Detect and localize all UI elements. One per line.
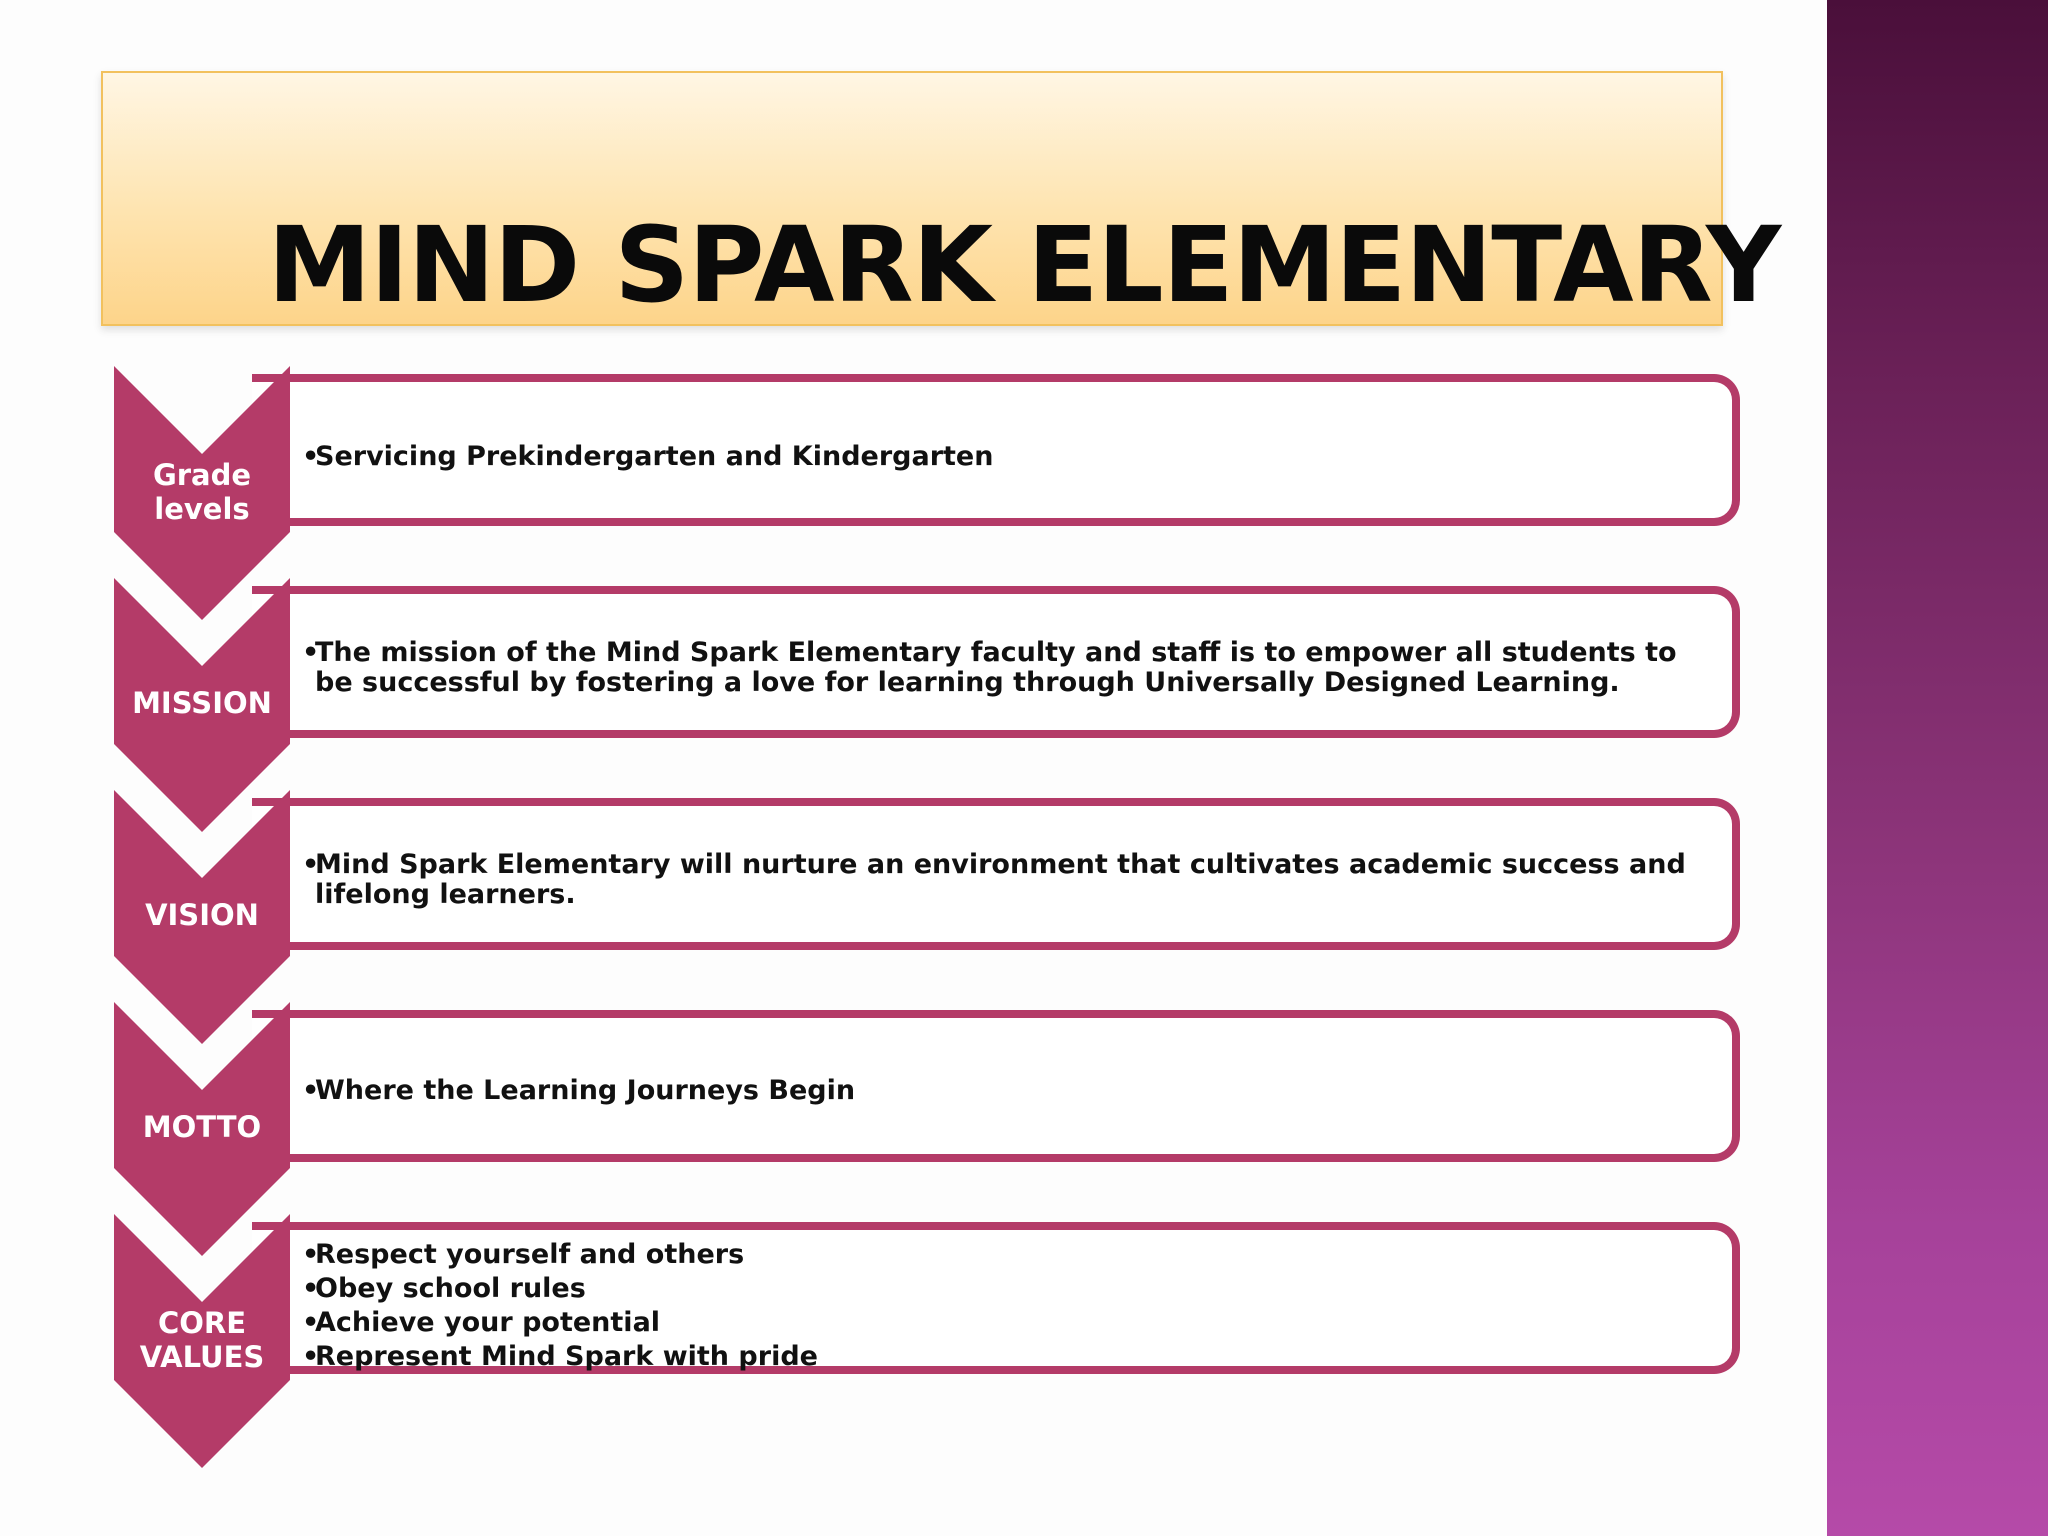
section-core-values-bullets	[302, 1238, 1718, 1374]
bullet-item: • Achieve your potential	[302, 1306, 1718, 1340]
chevron-label-core-values: CORE VALUES	[139, 1306, 265, 1374]
chevron-label-motto: MOTTO	[142, 1110, 262, 1144]
bullet-item: • Servicing Prekindergarten and Kindergarten	[302, 442, 1718, 472]
bullet-item: • Respect yourself and others	[302, 1238, 1718, 1272]
section-grade-levels-bullets	[302, 442, 1718, 472]
slide-title: MIND SPARK ELEMENTARY	[267, 204, 1781, 326]
bullet-item: • Where the Learning Journeys Begin	[302, 1076, 1718, 1106]
section-motto-bullets	[302, 1076, 1718, 1106]
section-vision-box	[252, 798, 1740, 950]
section-core-values-box	[252, 1222, 1740, 1374]
chevron-label-grade-levels: Grade levels	[152, 458, 252, 526]
section-mission-bullets	[302, 638, 1718, 698]
section-grade-levels-box	[252, 374, 1740, 526]
chevron-core-values	[114, 1214, 290, 1468]
bullet-item: • Obey school rules	[302, 1272, 1718, 1306]
bullet-item: • The mission of the Mind Spark Elementary faculty and staff is to empower all students to be successful by fostering a love for learning through Universally Designed Learning.	[302, 638, 1718, 698]
section-mission-box	[252, 586, 1740, 738]
bullet-item: • Mind Spark Elementary will nurture an environment that cultivates academic success and lifelong learners.	[302, 850, 1718, 910]
section-vision-bullets	[302, 850, 1718, 910]
section-motto-box	[252, 1010, 1740, 1162]
bullet-item: • Represent Mind Spark with pride	[302, 1340, 1718, 1374]
chevron-label-vision: VISION	[145, 898, 259, 932]
chevron-label-mission: MISSION	[132, 686, 272, 720]
